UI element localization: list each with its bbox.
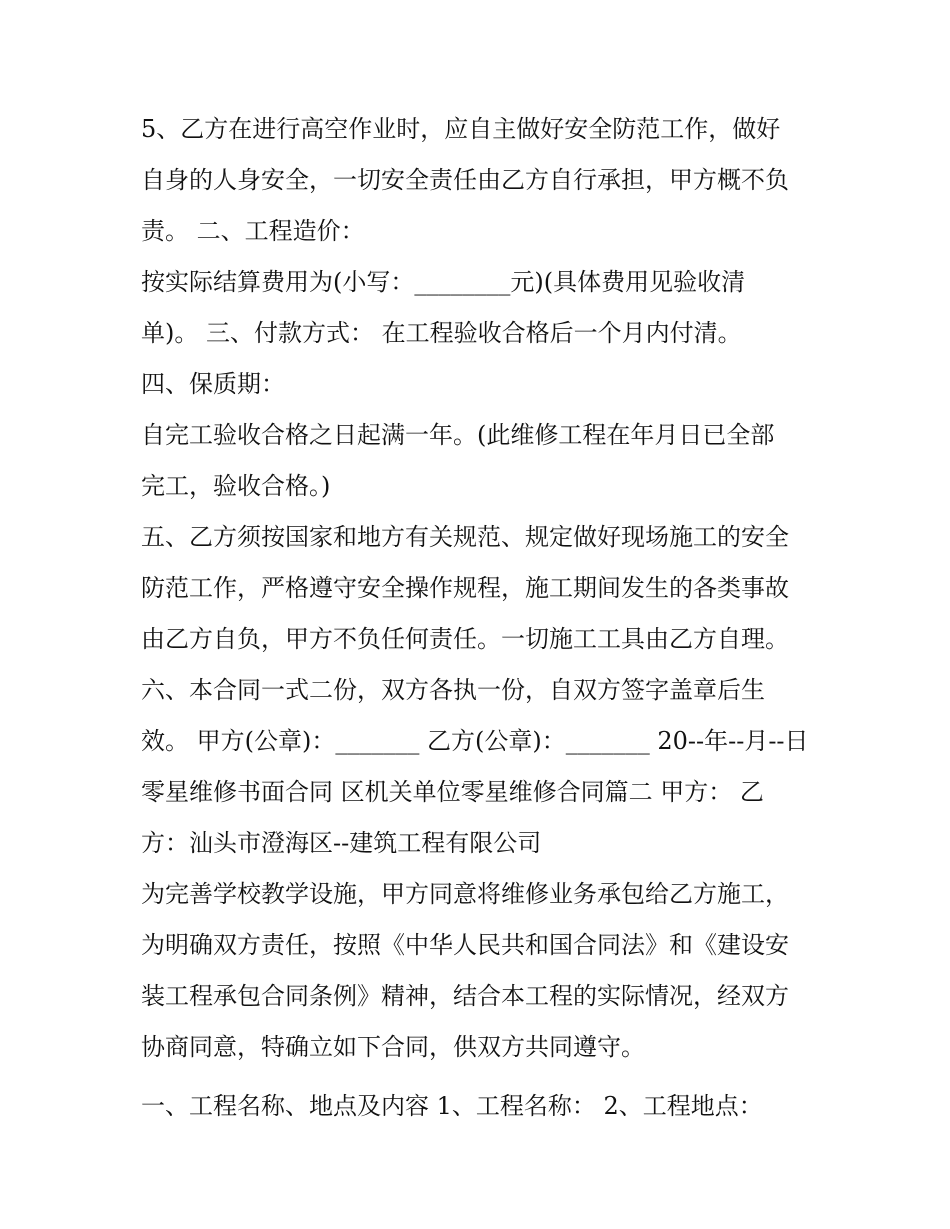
text-line: 防范工作，严格遵守安全操作规程，施工期间发生的各类事故 <box>141 574 789 602</box>
text-line: 五、乙方须按国家和地方有关规范、规定做好现场施工的安全 <box>141 523 789 551</box>
text-line: 由乙方自负，甲方不负任何责任。一切施工工具由乙方自理。 <box>141 625 789 653</box>
text-line: 5、乙方在进行高空作业时，应自主做好安全防范工作，做好 <box>141 115 781 143</box>
text-line: 单)。 三、付款方式： 在工程验收合格后一个月内付清。 <box>141 319 742 347</box>
text-line: 为明确双方责任，按照《中华人民共和国合同法》和《建设安 <box>141 931 789 959</box>
text-line: 六、本合同一式二份，双方各执一份，自双方签字盖章后生 <box>141 676 765 704</box>
text-line: 零星维修书面合同 区机关单位零星维修合同篇二 甲方： 乙 <box>141 778 764 806</box>
text-line: 一、工程名称、地点及内容 1、工程名称： 2、工程地点： <box>141 1092 763 1120</box>
text-line: 为完善学校教学设施，甲方同意将维修业务承包给乙方施工， <box>141 880 789 908</box>
text-line: 按实际结算费用为(小写：________元)(具体费用见验收清 <box>141 268 746 296</box>
text-line: 装工程承包合同条例》精神，结合本工程的实际情况，经双方 <box>141 982 789 1010</box>
text-line: 效。 甲方(公章)：_______ 乙方(公章)：_______ 20--年--月--日 <box>141 727 809 755</box>
text-line: 四、保质期： <box>141 370 285 398</box>
text-line: 责。 二、工程造价： <box>141 217 365 245</box>
text-line: 协商同意，特确立如下合同，供双方共同遵守。 <box>141 1033 645 1061</box>
text-line: 自身的人身安全，一切安全责任由乙方自行承担，甲方概不负 <box>141 166 789 194</box>
text-line: 方：汕头市澄海区--建筑工程有限公司 <box>141 829 542 857</box>
document-body <box>141 104 821 1132</box>
text-line: 自完工验收合格之日起满一年。(此维修工程在年月日已全部 <box>141 421 775 449</box>
text-line: 完工，验收合格。) <box>141 472 331 500</box>
paragraph-gap <box>141 1073 821 1081</box>
